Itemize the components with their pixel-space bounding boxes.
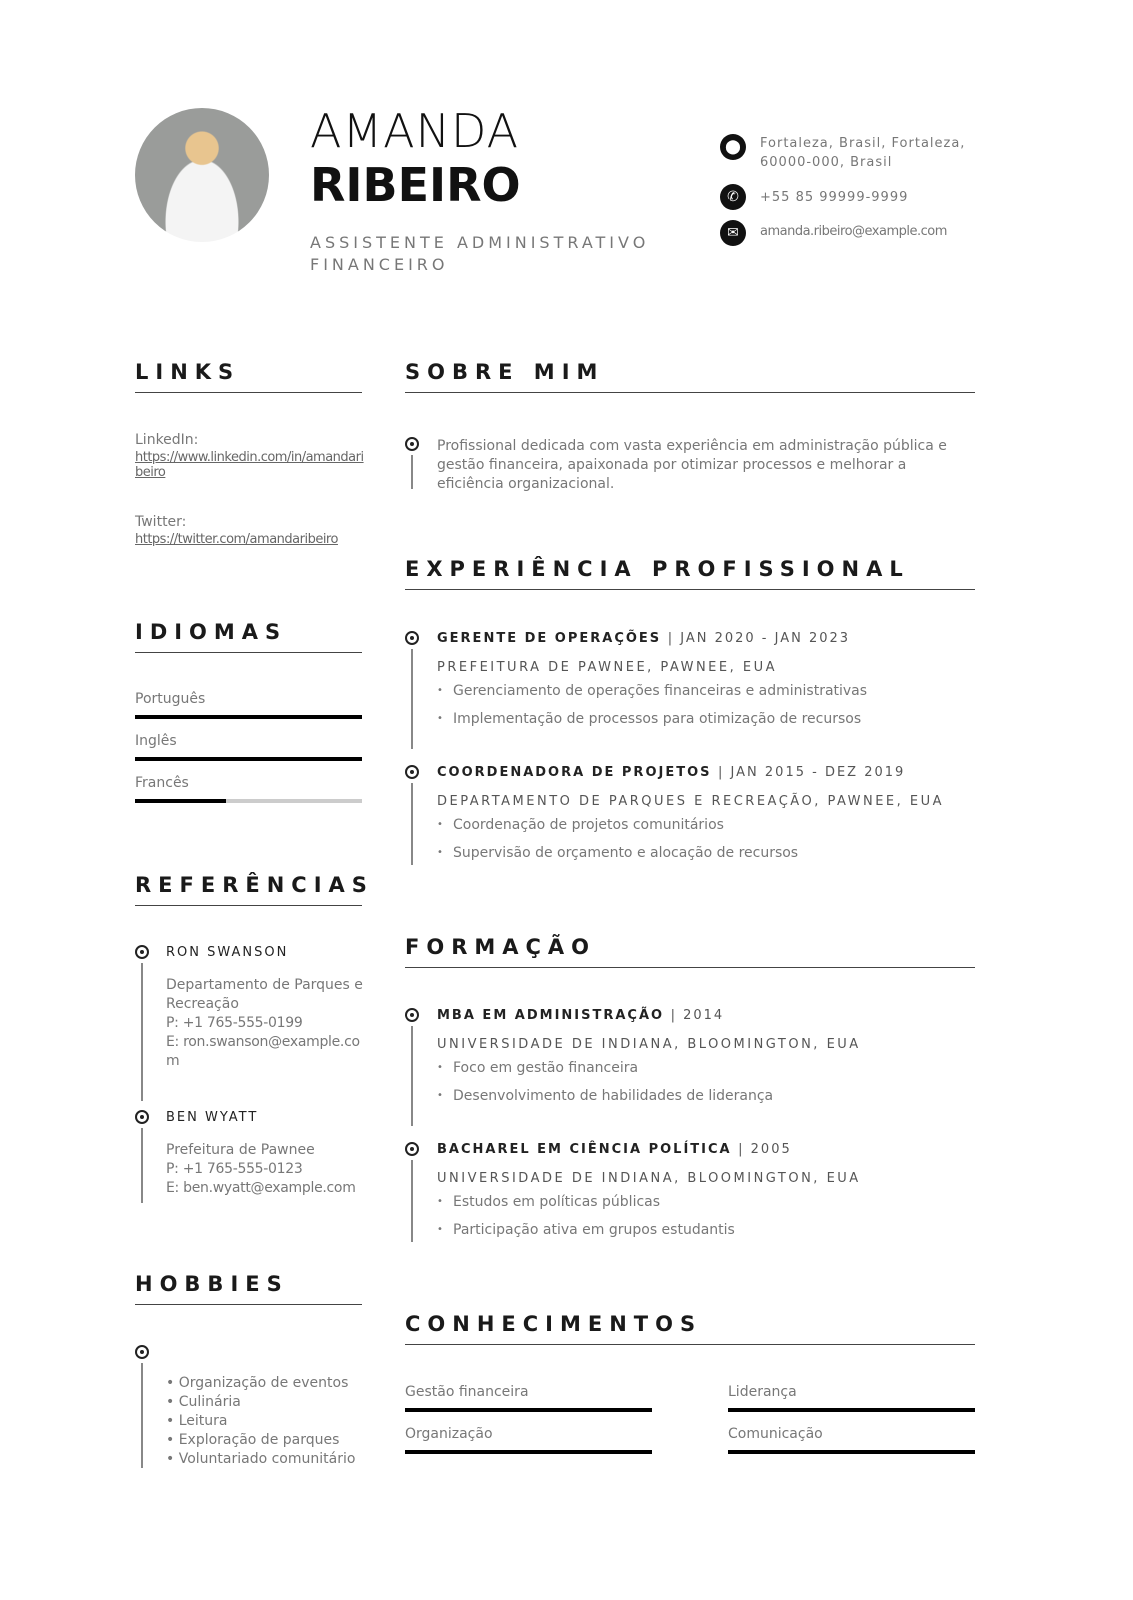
language-level-bar: [135, 715, 362, 719]
skills-heading: CONHECIMENTOS: [405, 1312, 975, 1345]
languages-heading: IDIOMAS: [135, 620, 362, 653]
skill-item: Liderança: [728, 1383, 975, 1412]
timeline-marker-icon: [135, 1345, 149, 1359]
phone-icon: ✆: [720, 184, 746, 210]
timeline-marker-icon: [405, 437, 419, 451]
education-item: MBA EM ADMINISTRAÇÃO | 2014 UNIVERSIDADE DE INDIANA, BLOOMINGTON, EUA • Foco em gestão financeira • Desenvolvimento de habilidades de liderança: [405, 1008, 975, 1128]
language-item: Inglês: [135, 732, 362, 774]
skill-level-bar: [405, 1408, 652, 1412]
skill-item: Organização: [405, 1425, 652, 1454]
language-level-bar: [135, 799, 362, 803]
language-item: Português: [135, 690, 362, 732]
references-heading: REFERÊNCIAS: [135, 873, 362, 906]
timeline-marker-icon: [405, 631, 419, 645]
reference-item: RON SWANSON Departamento de Parques e Recreação P: +1 765-555-0199 E: ron.swanson@example.com: [135, 945, 365, 1105]
timeline-marker-icon: [135, 945, 149, 959]
language-level-bar: [135, 757, 362, 761]
contact-email: ✉ amanda.ribeiro@example.com: [720, 220, 980, 246]
reference-item: BEN WYATT Prefeitura de Pawnee P: +1 765-555-0123 E: ben.wyatt@example.com: [135, 1110, 365, 1205]
skill-level-bar: [405, 1450, 652, 1454]
hobbies-list: • Organização de eventos • Culinária • Leitura • Exploração de parques • Voluntariado comunitário: [135, 1345, 365, 1470]
timeline-marker-icon: [405, 1008, 419, 1022]
about-heading: SOBRE MIM: [405, 360, 975, 393]
location-pin-icon: ⬤: [720, 134, 746, 160]
hobbies-heading: HOBBIES: [135, 1272, 362, 1305]
education-item: BACHAREL EM CIÊNCIA POLÍTICA | 2005 UNIVERSIDADE DE INDIANA, BLOOMINGTON, EUA • Estudos em políticas públicas • Participação ativa em grupos estudantis: [405, 1142, 975, 1262]
skill-level-bar: [728, 1450, 975, 1454]
experience-item: GERENTE DE OPERAÇÕES | JAN 2020 - JAN 2023 PREFEITURA DE PAWNEE, PAWNEE, EUA • Gerenciamento de operações financeiras e administrativas • Implementação de processos para otimização de recursos: [405, 631, 975, 751]
first-name: AMANDA: [310, 104, 520, 158]
skill-item: Comunicação: [728, 1425, 975, 1454]
experience-item: COORDENADORA DE PROJETOS | JAN 2015 - DEZ 2019 DEPARTAMENTO DE PARQUES E RECREAÇÃO, PAWNEE, EUA • Coordenação de projetos comunitários • Supervisão de orçamento e alocação de recursos: [405, 765, 975, 885]
links-heading: LINKS: [135, 360, 362, 393]
education-heading: FORMAÇÃO: [405, 935, 975, 968]
envelope-icon: ✉: [720, 220, 746, 246]
link-twitter: Twitter: https://twitter.com/amandaribeiro: [135, 514, 338, 547]
timeline-marker-icon: [405, 1142, 419, 1156]
skill-item: Gestão financeira: [405, 1383, 652, 1412]
about-section: Profissional dedicada com vasta experiência em administração pública e gestão financeira, apaixonada por otimizar processos e melhorar a eficiência organizacional.: [405, 437, 975, 492]
experience-heading: EXPERIÊNCIA PROFISSIONAL: [405, 557, 975, 590]
contact-address: ⬤ Fortaleza, Brasil, Fortaleza, 60000-000, Brasil: [720, 134, 980, 172]
profile-photo: [135, 108, 269, 242]
timeline-marker-icon: [135, 1110, 149, 1124]
link-linkedin: LinkedIn: https://www.linkedin.com/in/amandaribeiro: [135, 432, 364, 480]
last-name: RIBEIRO: [310, 158, 521, 212]
timeline-marker-icon: [405, 765, 419, 779]
job-title: ASSISTENTE ADMINISTRATIVO FINANCEIRO: [310, 233, 650, 274]
skill-level-bar: [728, 1408, 975, 1412]
language-item: Francês: [135, 774, 362, 816]
language-list: [135, 690, 362, 816]
contact-phone: ✆ +55 85 99999-9999: [720, 184, 980, 210]
